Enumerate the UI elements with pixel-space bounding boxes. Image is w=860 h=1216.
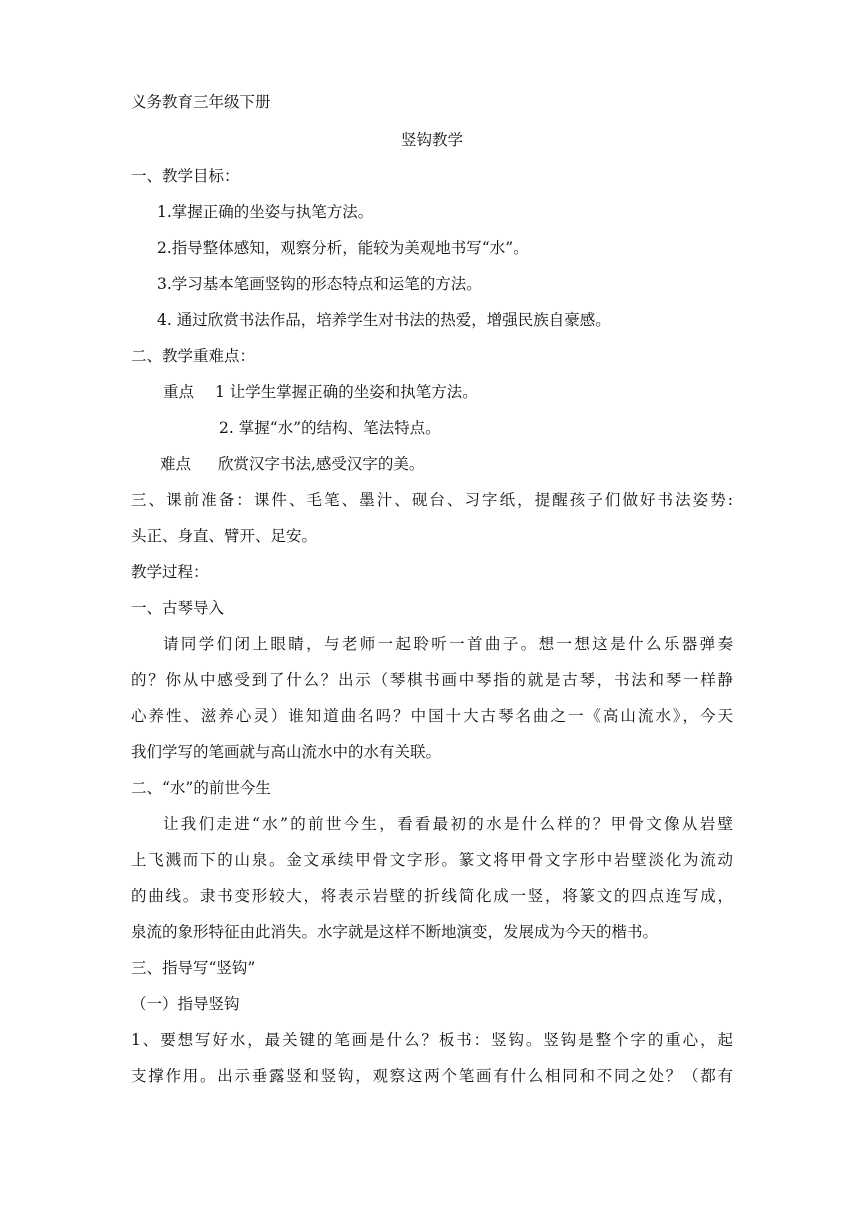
- prep-line: 三、课前准备：课件、毛笔、墨汁、砚台、习字纸，提醒孩子们做好书法姿势:: [131, 491, 733, 509]
- key-points-heading: 二、教学重难点：: [131, 347, 256, 365]
- sub-section-heading: （一）指导竖钩: [131, 995, 240, 1013]
- key-point-row: [163, 381, 733, 403]
- goal-item: 4. 通过欣赏书法作品，培养学生对书法的热爱，增强民族自豪感。: [157, 311, 611, 329]
- goal-item: 3.学习基本笔画竖钩的形态特点和运笔的方法。: [157, 275, 482, 293]
- paragraph-line: 请同学们闭上眼睛，与老师一起聆听一首曲子。想一想这是什么乐器弹奏: [163, 635, 733, 653]
- section-heading: 一、古琴导入: [131, 599, 225, 617]
- difficult-point-row: [160, 453, 733, 475]
- key-item: 2. 掌握“水”的结构、笔法特点。: [219, 419, 441, 437]
- section-heading: 三、指导写“竖钩”: [131, 959, 256, 977]
- paragraph-line: 让我们走进“水”的前世今生，看看最初的水是什么样的？甲骨文像从岩壁: [163, 815, 733, 833]
- paragraph-line: 心养性、滋养心灵）谁知道曲名吗？中国十大古琴名曲之一《高山流水》，今天: [131, 707, 733, 725]
- paragraph-line: 上飞溅而下的山泉。金文承续甲骨文字形。篆文将甲骨文字形中岩壁淡化为流动: [131, 851, 733, 869]
- key-label: 重点: [163, 383, 195, 401]
- goals-heading: 一、教学目标：: [131, 167, 240, 185]
- paragraph-line: 1、要想写好水，最关键的笔画是什么？板书：竖钩。竖钩是整个字的重心，起: [131, 1031, 733, 1049]
- paragraph-line: 支撑作用。出示垂露竖和竖钩，观察这两个笔画有什么相同和不同之处？（都有: [131, 1067, 733, 1085]
- document-title: 竖钩教学: [400, 131, 463, 149]
- prep-line: 头正、身直、臂开、足安。: [131, 527, 318, 545]
- difficult-text: 欣赏汉字书法,感受汉字的美。: [218, 455, 425, 473]
- goal-item: 1.掌握正确的坐姿与执笔方法。: [157, 203, 374, 221]
- paragraph-line: 泉流的象形特征由此消失。水字就是这样不断地演变，发展成为今天的楷书。: [131, 923, 659, 941]
- paragraph-line: 的？你从中感受到了什么？出示（琴棋书画中琴指的就是古琴，书法和琴一样静: [131, 671, 733, 689]
- goal-item: 2.指导整体感知，观察分析，能较为美观地书写“水”。: [157, 239, 529, 257]
- process-heading: 教学过程：: [131, 563, 209, 581]
- key-item: 1 让学生掌握正确的坐姿和执笔方法。: [215, 383, 478, 401]
- paragraph-line: 的曲线。隶书变形较大，将表示岩壁的折线简化成一竖，将篆文的四点连写成，: [131, 887, 733, 905]
- document-subtitle: 义务教育三年级下册: [131, 93, 271, 111]
- difficult-label: 难点: [160, 455, 192, 473]
- section-heading: 二、“水”的前世今生: [131, 779, 271, 797]
- paragraph-line: 我们学写的笔画就与高山流水中的水有关联。: [131, 743, 442, 761]
